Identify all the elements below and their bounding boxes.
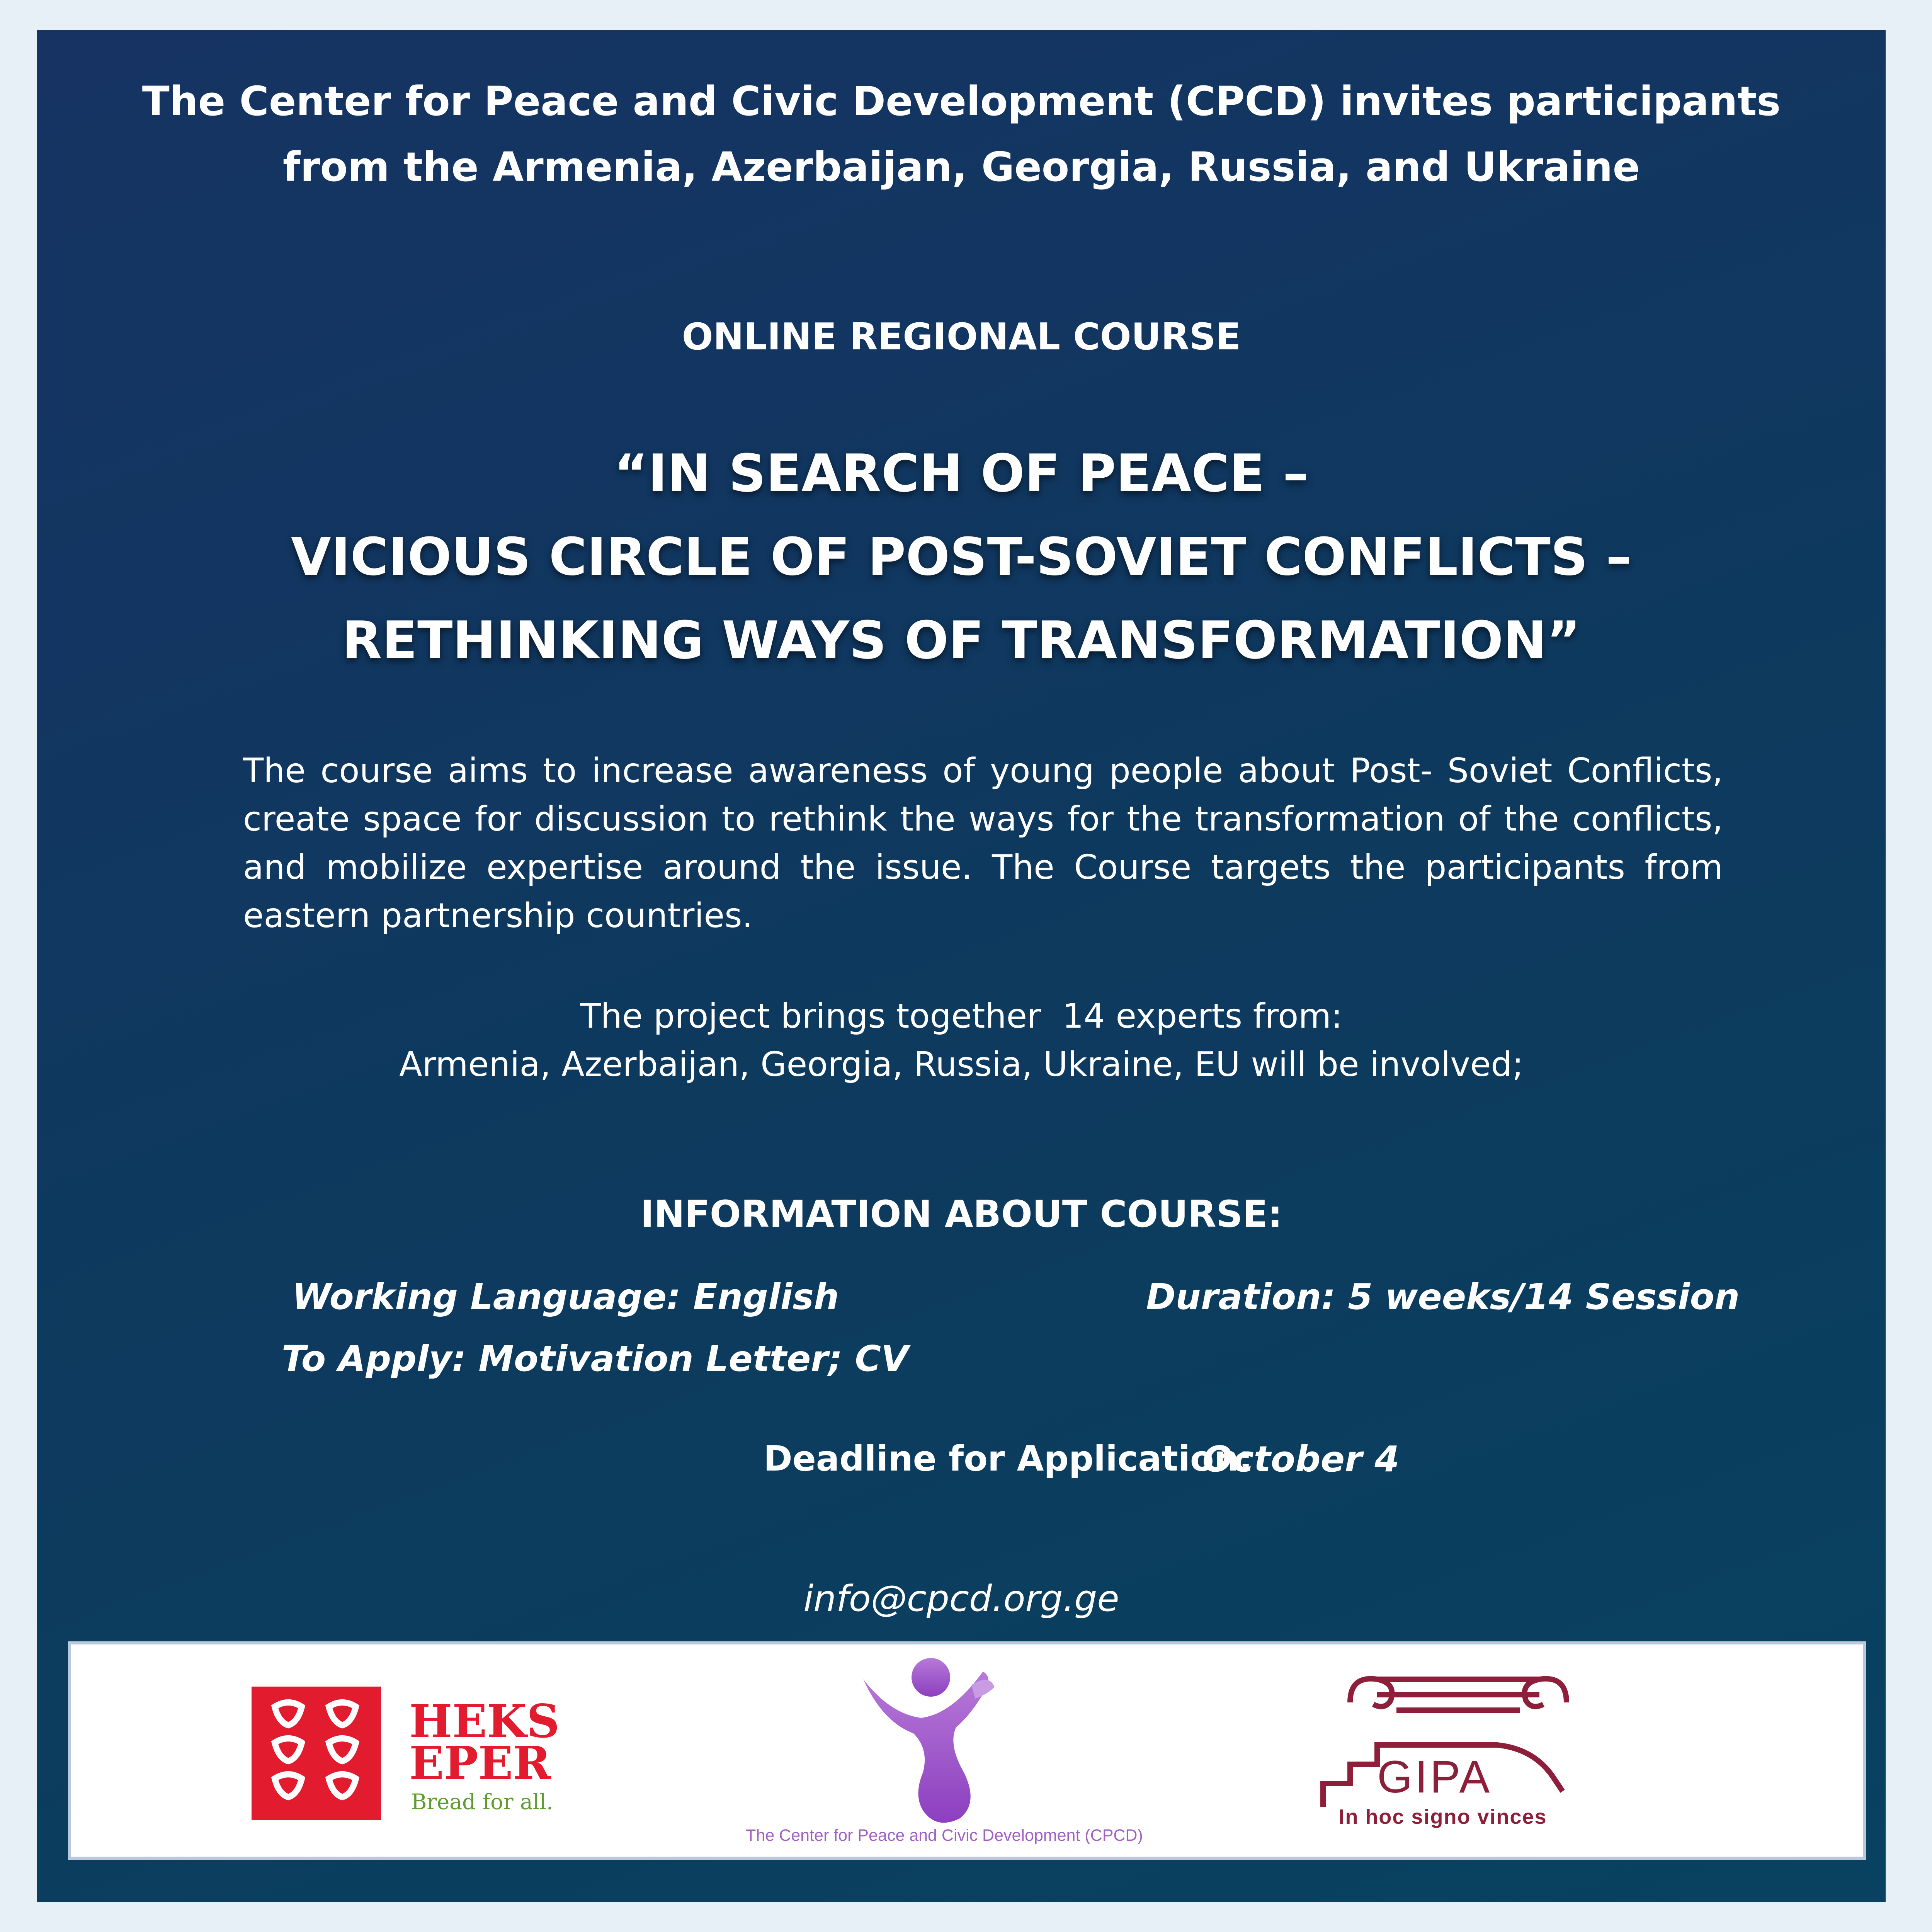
to-apply: To Apply: Motivation Letter; CV: [282, 1338, 909, 1379]
heks-line-1: HEKS: [409, 1694, 560, 1748]
heks-line-2: EPER: [409, 1736, 551, 1790]
duration: Duration: 5 weeks/14 Session: [1146, 1276, 1740, 1318]
heks-tagline: Bread for all.: [411, 1789, 553, 1814]
title-line-2: VICIOUS CIRCLE OF POST-SOVIET CONFLICTS –: [291, 527, 1632, 587]
title-line-1: “IN SEARCH OF PEACE –: [614, 443, 1309, 504]
experts-line-1: The project brings together 14 experts from:: [580, 996, 1343, 1036]
intro-line-2: from the Armenia, Azerbaijan, Georgia, Russia, and Ukraine: [282, 143, 1640, 191]
course-title: [37, 432, 1886, 682]
experts-text: [37, 992, 1886, 1089]
poster: [37, 30, 1886, 1902]
gipa-logo: [1319, 1668, 1597, 1838]
partner-logos-panel: [68, 1641, 1866, 1860]
title-line-3: RETHINKING WAYS OF TRANSFORMATION”: [342, 610, 1581, 671]
intro-text: [37, 68, 1886, 200]
working-language: Working Language: English: [292, 1276, 839, 1318]
gipa-motto: In hoc signo vinces: [1338, 1805, 1547, 1828]
info-heading: INFORMATION ABOUT COURSE:: [640, 1193, 1282, 1236]
gipa-name: GIPA: [1377, 1752, 1492, 1803]
heks-logo-icon: [252, 1687, 381, 1820]
contact-email[interactable]: info@cpcd.org.ge: [803, 1578, 1119, 1619]
cpcd-caption: The Center for Peace and Civic Development (CPCD): [746, 1826, 1143, 1845]
course-type-heading: ONLINE REGIONAL COURSE: [682, 316, 1241, 358]
experts-line-2: Armenia, Azerbaijan, Georgia, Russia, Ukraine, EU will be involved;: [399, 1045, 1524, 1084]
cpcd-figure-icon: [855, 1656, 1014, 1830]
intro-line-1: The Center for Peace and Civic Development (CPCD) invites participants: [142, 78, 1781, 125]
deadline-label: Deadline for Application:: [764, 1438, 1253, 1479]
deadline-date: October 4: [1202, 1438, 1400, 1480]
course-description: The course aims to increase awareness of young people about Post- Soviet Conflicts, create space for discussion to rethink the ways for the transformation of the conflicts, and mobilize expertise around the issue. The Course targets the participants from eastern partnership countries.: [243, 751, 1723, 935]
heks-wordmark: [409, 1694, 560, 1790]
